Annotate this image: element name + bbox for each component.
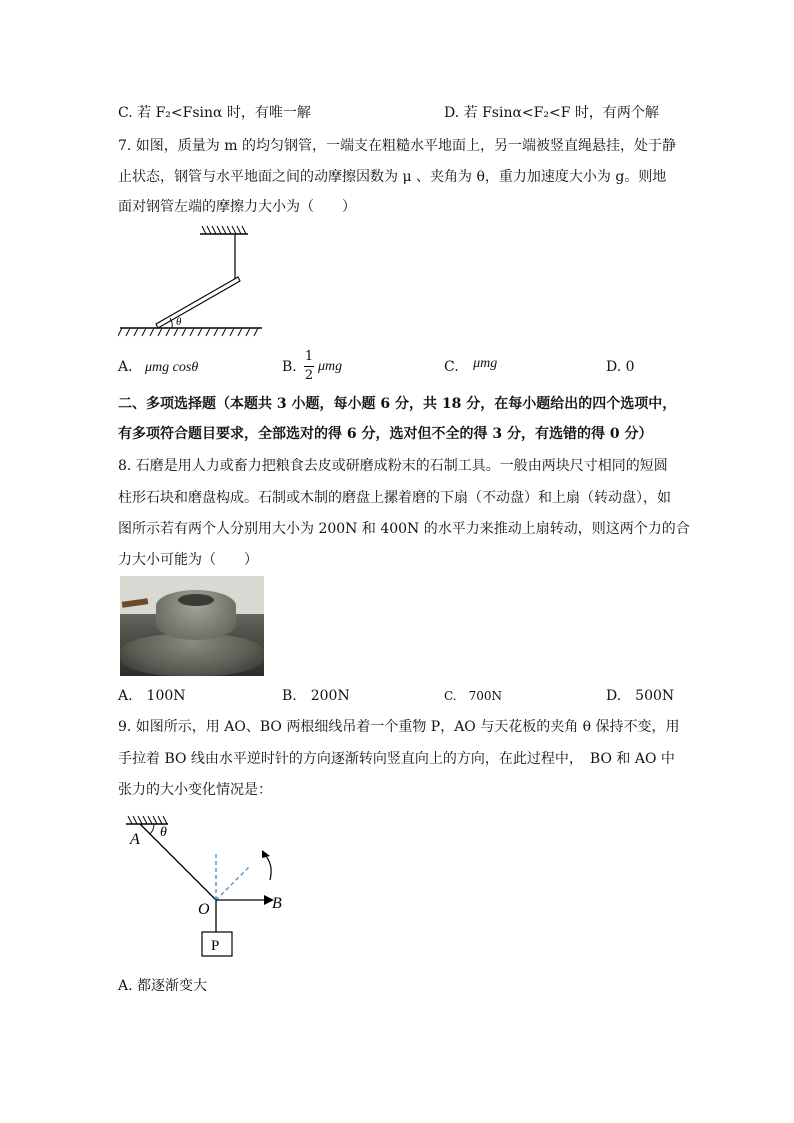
section2-header-line2: 有多项符合题目要求，全部选对的得 6 分，选对但不全的得 3 分，有选错的得 0 分）: [118, 426, 653, 442]
section2-header-line1: 二、多项选择题（本题共 3 小题，每小题 6 分，共 18 分，在每小题给出的四个选项中，: [118, 396, 677, 412]
q9-option-a: A. 都逐渐变大: [118, 978, 208, 994]
photo-millstone-hole: [178, 594, 214, 606]
q9-theta-label: θ: [160, 825, 167, 840]
q7-option-a-expr: μmg cosθ: [145, 360, 199, 375]
q9-stem-line2: 手拉着 BO 线由水平逆时针的方向逐渐转向竖直向上的方向，在此过程中， BO 和 AO 中: [118, 751, 675, 767]
q7-option-c-expr: μmg: [473, 356, 498, 371]
q8-option-c: C. 700N: [444, 689, 502, 703]
q7-stem-line3: 面对钢管左端的摩擦力大小为（ ）: [118, 199, 356, 215]
q8-stem-line1: 8. 石磨是用人力或畜力把粮食去皮或研磨成粉末的石制工具。一般由两块尺寸相同的短圆: [118, 458, 668, 474]
q7-option-b-letter: B.: [282, 359, 297, 375]
q9-stem-line1: 9. 如图所示，用 AO、BO 两根细线吊着一个重物 P，AO 与天花板的夹角 θ 保持不变，用: [118, 719, 680, 735]
q7-pipe-figure: [118, 222, 268, 342]
photo-millstone-base: [120, 634, 264, 676]
q9-weight-label: P: [211, 938, 220, 954]
q6-option-d: D. 若 Fsinα<F₂<F 时，有两个解: [444, 105, 659, 121]
q7-stem-line1: 7. 如图，质量为 m 的均匀钢管，一端支在粗糙水平地面上，另一端被竖直绳悬挂，处于静: [118, 138, 676, 154]
q7-stem-line2: 止状态，钢管与水平地面之间的动摩擦因数为 μ 、夹角为 θ，重力加速度大小为 g。则地: [118, 169, 667, 185]
q9-point-b-label: B: [272, 895, 282, 912]
q8-option-d: D. 500N: [606, 688, 675, 704]
q7-option-a-letter: A.: [118, 359, 133, 375]
q7-option-d: D. 0: [606, 359, 635, 375]
q9-point-o-label: O: [198, 901, 210, 918]
q7-option-b-denominator: 2: [304, 368, 314, 383]
q8-stem-line3: 图所示若有两个人分别用大小为 200N 和 400N 的水平力来推动上扇转动，则这两个力的合: [118, 521, 690, 537]
q7-option-b-numerator: 1: [304, 349, 314, 364]
q7-option-c: [444, 358, 497, 377]
q9-force-figure: [118, 810, 308, 960]
q8-stem-line2: 柱形石块和磨盘构成。石制或木制的磨盘上摞着磨的下扇（不动盘）和上扇（转动盘），如: [118, 490, 671, 506]
q7-option-b-expr: μmg: [318, 359, 343, 374]
q7-option-a: [118, 358, 198, 377]
q7-theta-label: θ: [176, 316, 182, 328]
q6-option-c: C. 若 F₂<Fsinα 时，有唯一解: [118, 105, 311, 121]
q7-option-c-letter: C.: [444, 359, 459, 375]
q8-option-b: B. 200N: [282, 688, 350, 704]
q9-stem-line3: 张力的大小变化情况是：: [118, 782, 272, 798]
q9-point-a-label: A: [130, 831, 140, 848]
q8-stem-line4: 力大小可能为（ ）: [118, 552, 258, 568]
q8-stone-mill-photo: [120, 576, 264, 676]
q8-option-a: A. 100N: [118, 688, 186, 704]
